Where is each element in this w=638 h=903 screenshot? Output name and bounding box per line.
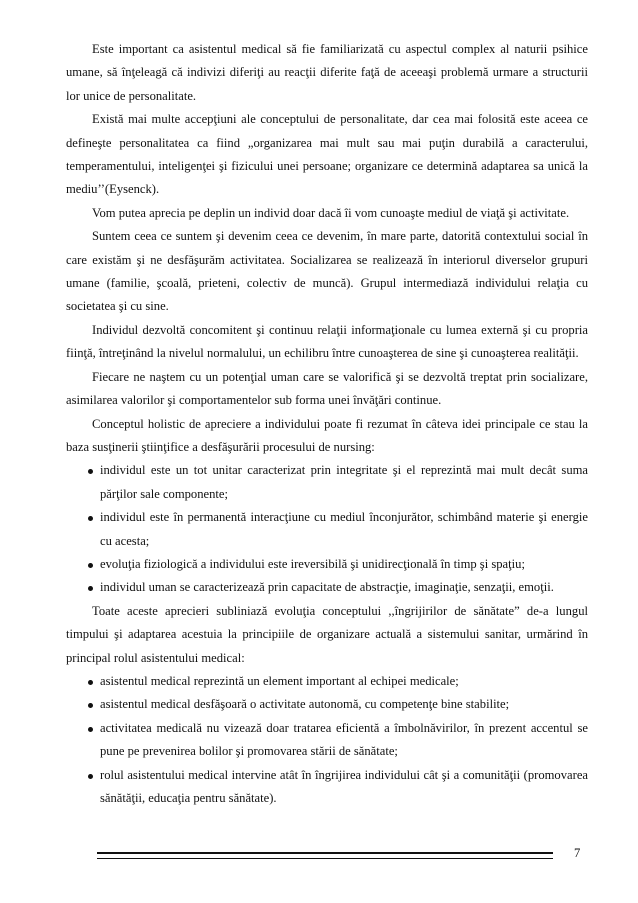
bullet-icon — [88, 563, 93, 568]
list-item — [66, 764, 588, 811]
bullet-icon — [88, 469, 93, 474]
paragraph: Individul dezvoltă concomitent şi continuu relaţii informaţionale cu lumea externă şi cu propria fiinţă, întreţinând la nivelul normalului, un echilibru între cunoaşterea de sine şi cunoaşterea realităţii. — [66, 322, 588, 361]
list-item-text: individul este un tot unitar caracterizat prin integritate şi el reprezintă mai mult decât suma părţilor sale componente; — [100, 463, 588, 501]
list-item-text: activitatea medicală nu vizează doar tratarea eficientă a îmbolnăvirilor, în prezent accentul se pune pe prevenirea bolilor şi promovarea stării de sănătate; — [100, 720, 588, 759]
paragraph: Este important ca asistentul medical să fie familiarizată cu aspectul complex al naturii psihice umane, să înţeleagă că indivizi diferiţi au reacţii diferite faţă de aceeaşi problemă urmare a structurii lor unice de personalitate. — [66, 42, 588, 103]
bullet-icon — [88, 680, 93, 685]
list-item — [66, 717, 588, 764]
bullet-icon — [88, 586, 93, 591]
bullet-list — [66, 670, 588, 810]
list-item — [66, 576, 588, 599]
paragraph: Fiecare ne naştem cu un potenţial uman care se valorifică şi se dezvoltă treptat prin socializare, asimilarea valorilor şi comportamentelor sub forma unei învăţări continue. — [66, 369, 588, 408]
bullet-icon — [88, 703, 93, 708]
list-item — [66, 670, 588, 693]
list-item-text: individul este în permanentă interacţiune cu mediul înconjurător, schimbând materie şi energie cu acesta; — [100, 510, 588, 548]
document-body — [66, 38, 588, 810]
paragraph: Conceptul holistic de apreciere a individului poate fi rezumat în câteva idei principale ce stau la baza susţinerii ştiinţifice a desfăşurării procesului de nursing: — [66, 416, 588, 454]
list-item-text: asistentul medical desfăşoară o activitate autonomă, cu competenţe bine stabilite; — [100, 697, 510, 712]
page-number: 7 — [574, 846, 581, 860]
paragraph: Suntem ceea ce suntem şi devenim ceea ce devenim, în mare parte, datorită contextului social în care existăm şi ne desfăşurăm activitatea. Socializarea se realizează în interiorul diverselor grupuri umane (familie, şcoală, prieteni, colectiv de muncă). Grupul intermediază individului relaţia cu societatea şi cu sine. — [66, 229, 588, 314]
list-item — [66, 459, 588, 506]
list-item — [66, 693, 588, 716]
list-item-text: rolul asistentului medical intervine atât în îngrijirea individului cât şi a comunităţii (promovarea sănătăţii, educaţia pentru sănătate). — [100, 767, 588, 805]
bullet-icon — [88, 516, 93, 521]
bullet-icon — [88, 774, 93, 779]
bullet-list — [66, 459, 588, 599]
list-item-text: individul uman se caracterizează prin capacitate de abstracţie, imaginaţie, senzaţii, emoţii. — [100, 580, 554, 595]
footer-divider — [97, 852, 553, 859]
paragraph: Toate aceste aprecieri subliniază evoluţia conceptului ,,îngrijirilor de sănătate” de-a lungul timpului şi adaptarea acestuia la principiile de organizare actuală a sistemului sanitar, urmărind în principal rolul asistentului medical: — [66, 603, 588, 665]
list-item-text: asistentul medical reprezintă un element important al echipei medicale; — [100, 673, 459, 688]
paragraph: Vom putea aprecia pe deplin un individ doar dacă îi vom cunoaşte mediul de viaţă şi activitate. — [92, 205, 570, 220]
list-item — [66, 553, 588, 576]
bullet-icon — [88, 727, 93, 732]
list-item — [66, 506, 588, 553]
paragraph: Există mai multe accepţiuni ale conceptului de personalitate, dar cea mai folosită este aceea ce defineşte personalitatea ca fiind „organizarea mai mult sau mai puţin durabilă a caracterului, temperamentului, inteligenţei şi fizicului unei persoane; organizare ce determină adaptarea sa unică la mediu’’(Eysenck). — [66, 112, 588, 197]
list-item-text: evoluţia fiziologică a individului este ireversibilă şi unidirecţională în timp şi spaţiu; — [100, 556, 525, 571]
